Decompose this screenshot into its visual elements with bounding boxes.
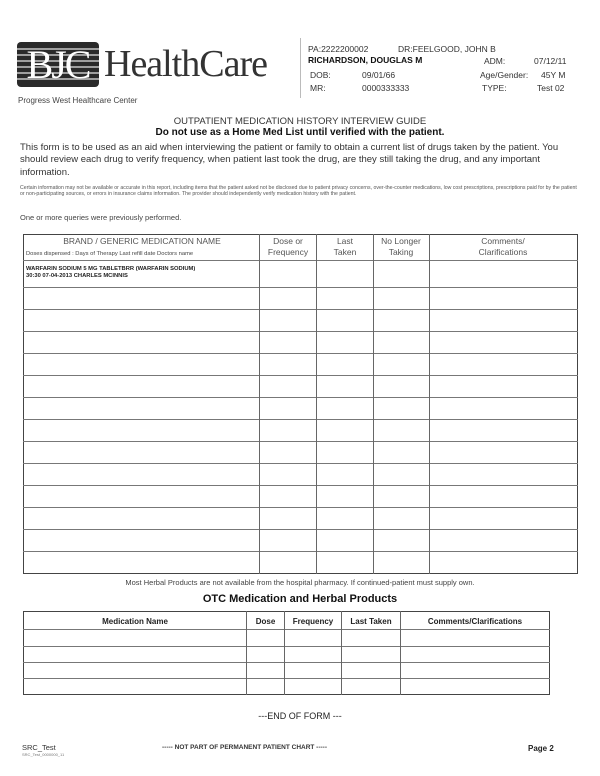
medication-row-1-name: WARFARIN SODIUM 5 MG TABLETBRR (WARFARIN SODIUM) — [26, 266, 196, 272]
medication-table-row-line — [23, 551, 578, 552]
medication-table — [23, 234, 578, 574]
otc-col-header-frequency: Frequency — [292, 617, 334, 626]
header-divider — [300, 38, 301, 98]
col-header-dose-1: Dose or — [273, 236, 303, 246]
otc-section-title: OTC Medication and Herbal Products — [202, 593, 398, 605]
bjc-logo-mark — [17, 42, 99, 87]
doctor-name: DR:FEELGOOD, JOHN B — [398, 44, 496, 54]
footer-notice: ----- NOT PART OF PERMANENT PATIENT CHART ----- — [162, 744, 328, 751]
medication-table-row-line — [23, 463, 578, 464]
col-header-comments-1: Comments/ — [481, 236, 525, 246]
intro-paragraph: This form is to be used as an aid when interviewing the patient or family to obtain a current list of drugs taken by the patient. You should review each drug to verify frequency, when patient last took the drug, are they still taking the drug, and any important information. — [20, 142, 559, 178]
col-header-last-1: Last — [336, 236, 354, 246]
medication-row-1-details: 30:30 07-04-2013 CHARLES MCINNIS — [26, 273, 128, 279]
col-subheader: Doses dispensed : Days of Therapy Last refill date Doctors name — [26, 251, 194, 257]
footer-source: SRC_Test — [22, 743, 56, 752]
medication-table-column-line — [373, 234, 374, 574]
medication-table-column-line — [316, 234, 317, 574]
otc-table-row-line — [23, 678, 550, 679]
mr-label: MR: — [310, 83, 326, 93]
end-of-form: ---END OF FORM --- — [258, 711, 342, 721]
col-header-comments-2: Clarifications — [478, 247, 528, 257]
patient-name: RICHARDSON, DOUGLAS M — [308, 55, 423, 65]
form-title: OUTPATIENT MEDICATION HISTORY INTERVIEW GUIDE — [173, 116, 427, 127]
otc-col-header-last: Last Taken — [350, 617, 392, 626]
age-gender-label: Age/Gender: — [480, 70, 529, 80]
otc-table-row-line — [23, 662, 550, 663]
mr-value: 0000333333 — [362, 83, 410, 93]
facility-name: Progress West Healthcare Center — [18, 96, 138, 105]
col-header-dose-2: Frequency — [267, 247, 309, 257]
type-value: Test 02 — [537, 83, 565, 93]
col-header-nolonger-2: Taking — [388, 247, 414, 257]
otc-col-header-dose: Dose — [255, 617, 276, 626]
col-header-nolonger-1: No Longer — [381, 236, 421, 246]
footer-source-code: SRC_Test_0000000_11 — [22, 752, 65, 757]
type-label: TYPE: — [482, 83, 507, 93]
adm-label: ADM: — [484, 56, 506, 66]
medication-table-row-line — [23, 375, 578, 376]
otc-col-header-comments: Comments/Clarifications — [427, 617, 523, 626]
brand-name: HealthCare — [104, 43, 268, 85]
medication-table-column-line — [259, 234, 260, 574]
dob-value: 09/01/66 — [362, 70, 396, 80]
medication-table-row-line — [23, 309, 578, 310]
pa-number: PA:2222200002 — [308, 44, 369, 54]
adm-value: 07/12/11 — [534, 56, 567, 66]
otc-col-header-name: Medication Name — [102, 617, 168, 626]
medication-table-row-line — [23, 353, 578, 354]
disclaimer-fine-print: Certain information may not be available or accurate in this report, including items that the patient asked not be disclosed due to patient privacy concerns, over-the-counter medications, low cost prescriptions, prescriptions paid for by the patient or non-participating sources, or errors in insurance claims information. The provider should independently verify medication history with the patient. — [20, 185, 577, 197]
age-gender-value: 45Y M — [541, 70, 566, 80]
dob-label: DOB: — [310, 70, 331, 80]
form-warning: Do not use as a Home Med List until verified with the patient. — [155, 127, 445, 138]
medication-table-row-line — [23, 397, 578, 398]
medication-table-row-line — [23, 287, 578, 288]
logo-text: BJC — [26, 42, 90, 87]
col-header-last-2: Taken — [333, 247, 357, 257]
medication-table-header-line — [23, 260, 578, 261]
otc-table-row-line — [23, 646, 550, 647]
otc-table-header-line — [23, 629, 550, 630]
herbal-note: Most Herbal Products are not available from the hospital pharmacy. If continued-patient must supply own. — [125, 578, 475, 587]
medication-table-row-line — [23, 507, 578, 508]
medication-table-row-line — [23, 529, 578, 530]
medication-table-row-line — [23, 419, 578, 420]
page-number: Page 2 — [528, 744, 554, 753]
col-header-brand: BRAND / GENERIC MEDICATION NAME — [63, 236, 221, 246]
medication-table-row-line — [23, 441, 578, 442]
queries-note: One or more queries were previously performed. — [20, 213, 182, 222]
medication-table-row-line — [23, 331, 578, 332]
medication-table-column-line — [429, 234, 430, 574]
medication-table-row-line — [23, 485, 578, 486]
